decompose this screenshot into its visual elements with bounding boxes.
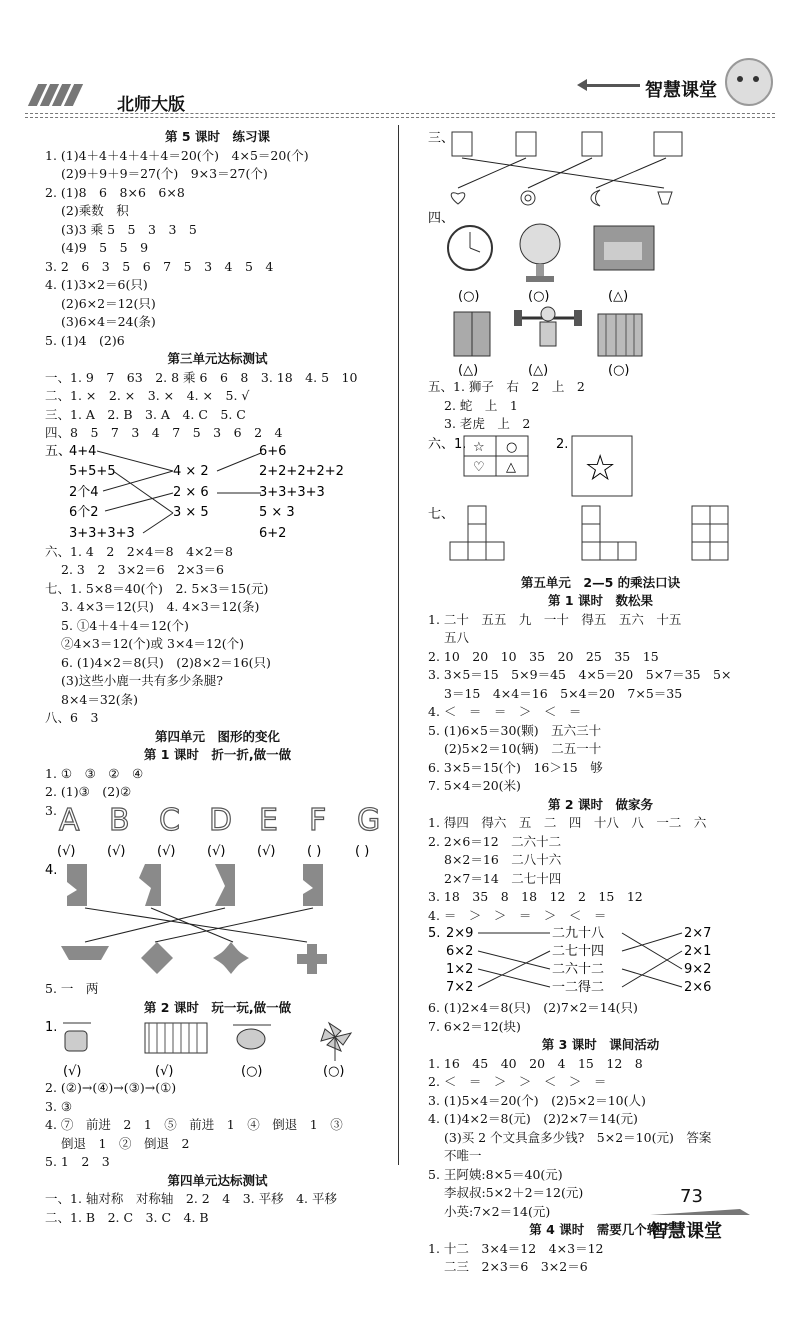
page-footer [650,1186,750,1243]
answer-line: (4)9 5 5 9 [61,240,149,255]
answer-line: 6. 3×5＝15(个) 16＞15 够 [428,759,603,775]
basket-shape [658,192,672,204]
column-divider [398,125,399,1165]
answer-mark: (√) [155,1064,174,1079]
section-title: 第四单元达标测试 [167,1172,268,1188]
fold-shapes-figure [45,860,390,980]
symbol-grid-figure [428,434,773,500]
cross-shape [297,944,327,974]
match-right-item: 6+2 [259,525,287,541]
answer-mark: (○) [458,289,480,304]
answer-line: 8×2＝16 二八十六 [444,852,562,867]
answer-line: 6. (1)2×4＝8(只) (2)7×2＝14(只) [428,1000,638,1015]
match-left-item: 7×2 [446,980,474,995]
answer-line: 4. (1)3×2＝6(只) [45,277,148,292]
answer-line: 5. (1)6×5＝30(颗) 五六三十 [428,722,602,738]
answer-line: 5. 一 两 [45,981,99,996]
answer-line: 5. (1)4 (2)6 [45,332,125,348]
question-label: 四、 [428,211,455,226]
moon-shape [591,190,600,206]
answer-line: 二、1. B 2. C 3. C 4. B [45,1209,209,1225]
match-left-item: 2个4 [69,484,99,500]
answer-mark: (○) [323,1064,345,1079]
answer-line: (3)3 乘 5 5 3 3 5 [61,221,197,237]
answer-line: 1. 十二 3×4＝12 4×3＝12 [428,1240,604,1256]
answer-line: 3. 4×3＝12(只) 4. 4×3＝12(条) [61,599,260,614]
letter-g: G [357,803,381,838]
answer-mark: (○) [608,363,630,378]
letter-f: F [309,803,327,838]
match-mid-item: 3 × 5 [173,504,209,520]
edition-label: 北师大版 [117,95,185,115]
answer-line: 3. 老虎 上 2 [444,416,531,431]
answer-line: 李叔叔:5×2＋2＝12(元) [444,1185,584,1200]
section-title: 第三单元达标测试 [167,351,268,366]
question-label: 七、 [428,506,455,522]
match-left-item: 2×9 [446,926,474,941]
match-right-item: 2+2+2+2+2 [259,463,344,479]
answer-line: 小英:7×2＝14(元) [444,1203,551,1219]
answer-line: 3. 3×5＝15 5×9＝45 4×5＝20 5×7＝35 5× [428,667,732,682]
question-label: 5. [428,926,441,941]
answer-mark: (△) [608,289,629,304]
half-figures [452,132,682,156]
match-mid-item: 二六十二 [552,962,605,977]
answer-mark: (○) [528,289,550,304]
elevator-door-icon [454,312,490,356]
answer-line: 2. 蛇 上 1 [444,397,518,413]
answer-line: (2)6×2＝12(只) [61,295,156,311]
answer-mark: (√) [63,1064,82,1079]
letter-a: A [59,803,80,838]
symmetry-match-figure [428,128,773,208]
answer-line: 1. 16 45 40 20 4 15 12 8 [428,1055,643,1071]
answer-line: 倒退 1 ② 倒退 2 [61,1135,190,1151]
answer-line: 3. [45,802,57,818]
footer-brand: 智慧课堂 [650,1221,722,1242]
answer-line: 5. ①4＋4＋4＝12(个) [61,617,189,633]
answer-line: 7. 5×4＝20(米) [428,778,521,793]
heart-symbol: ♡ [473,459,485,475]
answer-mark: (○) [241,1064,263,1079]
match-left-item: 6个2 [69,504,99,520]
header-rule [25,113,775,114]
section-title: 第 5 课时 练习课 [165,129,270,144]
arrow-icon [585,84,640,87]
connect-lines [85,908,313,942]
answer-mark: (△) [458,363,479,378]
whole-figures [451,190,672,206]
match-right-item: 9×2 [684,962,712,977]
unit-title: 第五单元 2—5 的乘法口诀 [520,574,681,590]
match-left-item: 1×2 [446,962,474,977]
answer-line: 4. ＝ ＞ ＞ ＝ ＞ ＜ ＝ [428,907,607,923]
answer-line: 1. 二十 五五 九 一十 得五 五六 十五 [428,611,682,627]
answer-line: 二三 2×3＝6 3×2＝6 [444,1259,588,1274]
match-left-item: 6×2 [446,944,474,959]
answer-line: 3. 2 6 3 5 6 7 5 3 4 5 4 [45,258,274,274]
whole-shapes [61,942,327,974]
star-symbol: ☆ [473,439,485,455]
pinwheel-icon [321,1023,351,1061]
header-rule [25,117,775,118]
motion-pictures [45,1017,390,1079]
section-title: 第 2 课时 玩一玩,做一做 [143,999,292,1015]
answer-mark: (√) [57,844,76,859]
cube-net-figure [428,504,773,574]
match-mid-item: 2 × 6 [173,484,209,500]
section-title: 第 1 课时 折一折,做一做 [143,747,292,762]
answer-line: 2. ＜ ＝ ＞ ＞ ＜ ＞ ＝ [428,1074,607,1089]
answer-mark: (√) [157,844,176,859]
letter-marks [45,842,390,860]
match-left-item: 5+5+5 [69,463,116,479]
answer-line: 7. 6×2＝12(块) [428,1018,521,1034]
question-label: 4. [45,863,58,878]
answer-line: 五、1. 狮子 右 2 上 2 [428,379,585,394]
page-number-bar [650,1209,750,1215]
match-right-item: 2×7 [684,926,712,941]
fan-icon [520,224,560,282]
page-header [25,70,775,115]
revolving-door-icon [598,314,642,356]
drawer-icon [594,226,654,270]
letter-symmetry-figure [45,802,390,842]
connect-lines [458,158,666,188]
match-right-item: 6+6 [259,443,287,459]
answer-line: (2)9＋9＋9＝27(个) 9×3＝27(个) [61,166,268,181]
answer-line: 1. 得四 得六 五 二 四 十八 八 一二 六 [428,815,707,830]
match-left-item: 3+3+3+3 [69,525,135,541]
answer-line: 八、6 3 [45,710,99,725]
sliding-gate-icon [145,1023,207,1053]
answer-line: 2. 2×6＝12 二六十二 [428,833,562,849]
match-mid-item: 二七十四 [552,944,605,959]
answer-line: 2. (1)8 6 8×6 6×8 [45,184,185,200]
match-right-item: 5 × 3 [259,504,295,520]
answer-line: 2. (1)③ (2)② [45,784,132,799]
section-title: 第 3 课时 课间活动 [541,1037,660,1052]
match-right-item: 2×1 [684,944,712,959]
helicopter-icon [233,1025,271,1049]
net-shapes [450,506,728,560]
match-mid-item: 二九十八 [552,926,605,941]
answer-line: (2)乘数 积 [61,203,129,218]
half-shapes [67,864,323,906]
cable-car-icon [63,1023,91,1051]
match-right-item: 2×6 [684,980,712,995]
answer-line: 七、1. 5×8＝40(个) 2. 5×3＝15(元) [45,580,269,596]
answer-line: 4. ＜ ＝ ＝ ＞ ＜ ＝ [428,704,582,719]
answer-line: (3)6×4＝24(条) [61,314,156,329]
weightlifter-icon [514,307,582,346]
mascot-girl-icon [725,58,773,106]
answer-line: 8×4＝32(条) [61,691,139,707]
answer-line: 六、1. 4 2 2×4＝8 4×2＝8 [45,543,233,559]
multiplication-match-figure [428,925,773,999]
answer-line: 6. (1)4×2＝8(只) (2)8×2＝16(只) [61,654,271,670]
answer-line: 5. 王阿姨:8×5＝40(元) [428,1166,563,1182]
answer-line: 五八 [444,630,470,645]
matching-diagram [45,443,390,543]
answer-line: (3)这些小鹿一共有多少条腿? [61,673,223,688]
brand-title: 智慧课堂 [645,80,717,101]
answer-line: ②4×3＝12(个)或 3×4＝12(个) [61,636,245,651]
answer-line: 2. (②)→(④)→(③)→(①) [45,1080,177,1095]
match-mid-item: 一二得二 [552,980,605,995]
letter-e: E [259,803,278,838]
answer-mark: (√) [257,844,276,859]
header-stripes-decoration [33,84,81,110]
right-column [428,128,773,1277]
match-left-item: 4+4 [69,443,97,459]
answer-line: (3)买 2 个文具盒多少钱? 5×2＝10(元) 答案 [444,1129,712,1145]
answer-line: 三、1. A 2. B 3. A 4. C 5. C [45,406,246,422]
answer-line: 2. 10 20 10 35 20 25 35 15 [428,648,659,664]
answer-line: 4. (1)4×2＝8(元) (2)2×7＝14(元) [428,1111,638,1126]
heart-shape [451,193,465,204]
answer-mark: ( ) [307,844,322,859]
question-label: 五、 [45,443,72,459]
answer-line: 1. ① ③ ② ④ [45,765,144,781]
letter-b: B [109,803,130,838]
question-label: 六、1. [428,436,467,452]
section-title: 第 1 课时 数松果 [548,593,653,608]
answer-mark: (√) [207,844,226,859]
star-icon: ☆ [584,447,617,489]
section-title: 第 2 课时 做家务 [548,796,653,812]
page-number: 73 [680,1186,703,1207]
answer-line: 2. 3 2 3×2＝6 2×3＝6 [61,562,224,577]
answer-mark: (√) [107,844,126,859]
circle-symbol: ○ [506,439,518,455]
answer-line: 不唯一 [444,1148,482,1163]
answer-line: 2×7＝14 二七十四 [444,870,562,886]
question-label: 三、 [428,131,455,146]
answer-line: 1. (1)4＋4＋4＋4＋4＝20(个) 4×5＝20(个) [45,147,309,163]
match-lines [478,933,682,987]
match-mid-item: 4 × 2 [173,463,209,479]
answer-mark: (△) [528,363,549,378]
question-label: 2. [556,436,569,452]
answer-line: (2)5×2＝10(辆) 二五一十 [444,741,602,756]
answer-line: 一、1. 9 7 63 2. 8 乘 6 6 8 3. 18 4. 5 10 [45,369,358,385]
answer-line: 四、8 5 7 3 4 7 5 3 6 2 4 [45,425,283,440]
section-title: 第 4 课时 需要几个轮子 [529,1222,672,1237]
diamond-shape [141,942,173,974]
answer-line: 4. ⑦ 前进 2 1 ⑤ 前进 1 ④ 倒退 1 ③ [45,1117,343,1132]
answer-line: 3. ③ [45,1098,73,1114]
letter-d: D [209,803,233,838]
match-right-item: 3+3+3+3 [259,484,325,500]
answer-line: 二、1. × 2. × 3. × 4. × 5. √ [45,388,250,403]
triangle-symbol: △ [506,459,516,475]
answer-line: 3. (1)5×4＝20(个) (2)5×2＝10(人) [428,1092,646,1108]
clock-icon [448,226,492,270]
question-label: 1. [45,1020,58,1035]
unit-title: 第四单元 图形的变化 [154,728,280,744]
answer-line: 5. 1 2 3 [45,1154,110,1169]
answer-line: 3. 18 35 8 18 12 2 15 12 [428,889,643,904]
flower-shape [213,942,249,974]
movement-type-figure [428,208,773,378]
answer-mark: ( ) [355,844,370,859]
left-column [45,128,390,1227]
letter-c: C [159,803,180,838]
boat-shape [61,946,109,960]
answer-line: 一、1. 轴对称 对称轴 2. 2 4 3. 平移 4. 平移 [45,1191,338,1206]
answer-line: 3＝15 4×4＝16 5×4＝20 7×5＝35 [444,685,683,701]
